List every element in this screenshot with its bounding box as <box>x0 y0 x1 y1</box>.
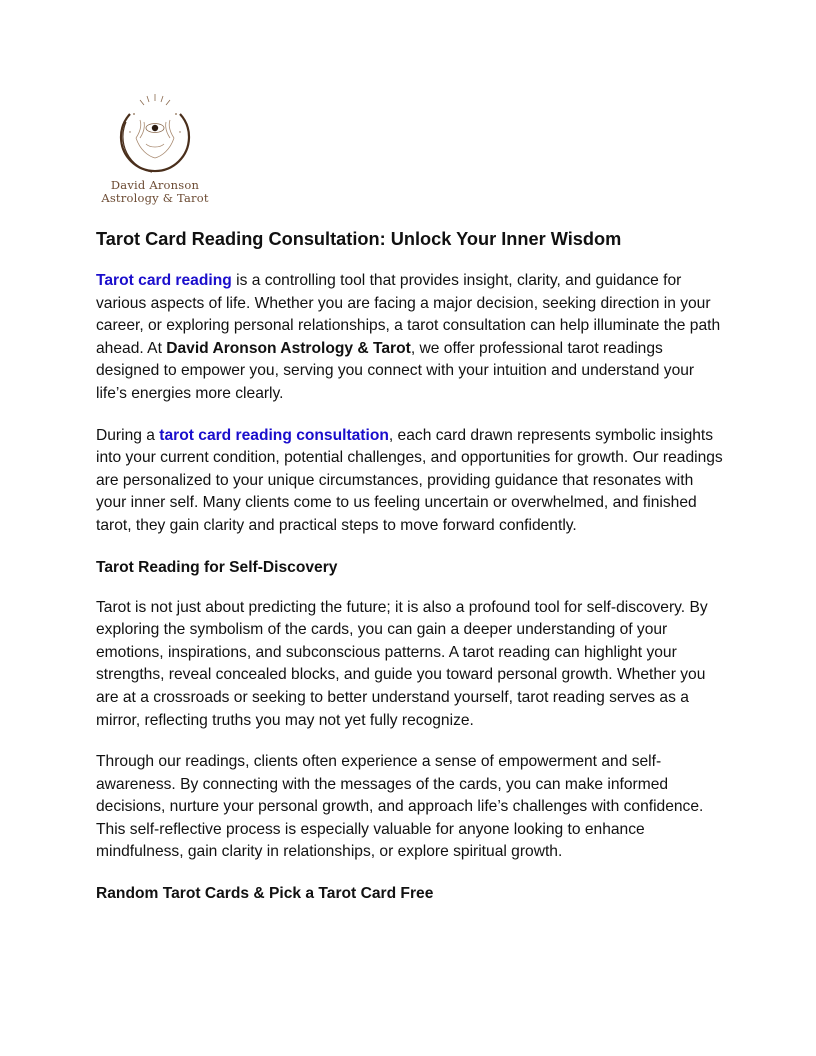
self-discovery-heading: Tarot Reading for Self-Discovery <box>96 558 338 576</box>
intro-paragraph <box>96 270 726 406</box>
self-discovery-paragraph-1: Tarot is not just about predicting the future; it is also a profound tool for self-discovery. By exploring the symbolism of the cards, you can gain a deeper understanding of your emotions, inspirations, and subconscious patterns. A tarot reading can highlight your strengths, reveal concealed blocks, and guide you toward personal growth. Whether you are at a crossroads or seeking to better understand yourself, tarot reading serves as a mirror, reflecting truths you may not yet fully recognize. <box>96 598 708 729</box>
brand-logo <box>100 92 210 208</box>
document-body <box>96 226 726 923</box>
intro-text-2: , we offer professional tarot readings designed to empower you, serving you connect with your intuition and understand your life’s energies more clearly. <box>96 339 695 402</box>
self-discovery-paragraph-2: Through our readings, clients often experience a sense of empowerment and self-awareness. By connecting with the messages of the cards, you can make informed decisions, nurture your personal growth, and approach life’s challenges with confidence. This self-reflective process is especially valuable for anyone looking to enhance mindfulness, gain clarity in relationships, or explore spiritual growth. <box>96 753 704 861</box>
page-title: Tarot Card Reading Consultation: Unlock Your Inner Wisdom <box>96 229 622 249</box>
random-cards-heading: Random Tarot Cards & Pick a Tarot Card Free <box>96 885 434 903</box>
logo-name: David Aronson <box>110 178 200 192</box>
tarot-card-reading-link[interactable]: Tarot card reading <box>96 272 232 289</box>
tarot-consultation-link[interactable]: tarot card reading consultation <box>159 426 389 444</box>
consultation-text-1: During a <box>96 426 160 444</box>
consultation-text-2: , each card drawn represents symbolic insights into your current condition, potential challenges, and opportunities for growth. Our readings are personalized to your unique circumstances, providing guidance that resonates with your inner self. Many clients come to us feeling uncertain or overwhelmed, and finished tarot, they gain clarity and practical steps to move forward confidently. <box>96 426 723 534</box>
logo-tagline: Astrology & Tarot <box>101 191 209 205</box>
crescent-moon-with-hands-icon <box>100 92 210 176</box>
consultation-paragraph <box>96 425 726 538</box>
brand-name-bold: David Aronson Astrology & Tarot <box>166 339 411 357</box>
intro-text-1: is a controlling tool that provides insight, clarity, and guidance for various aspects of life. Whether you are facing a major decision, seeking direction in your career, or exploring personal relationships, a tarot consultation can help illuminate the path ahead. At <box>96 272 721 357</box>
